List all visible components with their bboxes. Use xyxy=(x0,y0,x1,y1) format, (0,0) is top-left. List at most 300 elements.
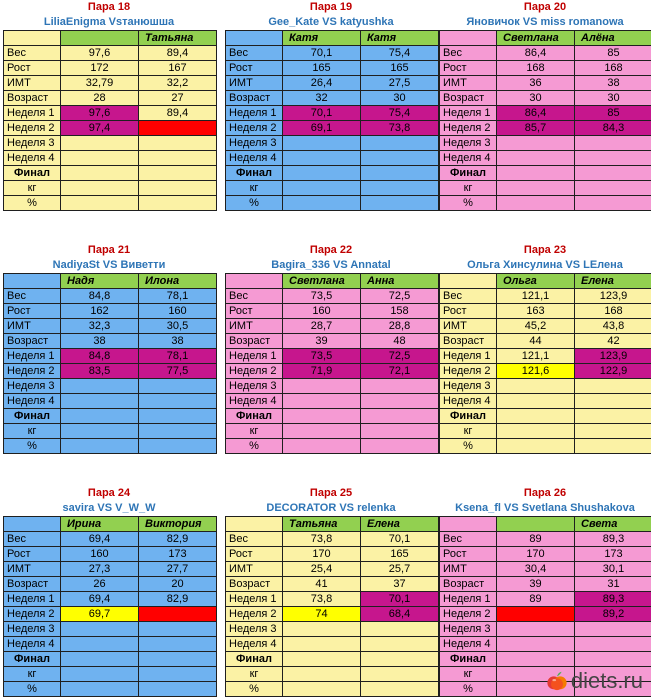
corner-cell xyxy=(4,517,61,532)
value-cell: 173 xyxy=(575,547,651,562)
row-label: Рост xyxy=(440,304,497,319)
value-cell xyxy=(61,682,139,697)
value-cell: 73,8 xyxy=(283,592,361,607)
table-row xyxy=(440,607,651,622)
table-row xyxy=(226,637,439,652)
table-row xyxy=(4,652,217,667)
value-cell xyxy=(139,166,217,181)
pair-participants: Bagira_336 VS Annatal xyxy=(271,259,391,271)
row-label: Финал xyxy=(226,652,283,667)
table-row xyxy=(226,349,439,364)
row-label: % xyxy=(4,682,61,697)
value-cell: 70,1 xyxy=(283,106,361,121)
value-cell xyxy=(139,121,217,136)
value-cell xyxy=(139,652,217,667)
table-row xyxy=(4,76,217,91)
pair-title: Пара 21 xyxy=(87,244,131,256)
value-cell xyxy=(361,652,439,667)
value-cell: 44 xyxy=(497,334,575,349)
value-cell xyxy=(139,409,217,424)
table-row xyxy=(4,349,217,364)
row-label: Рост xyxy=(226,304,283,319)
value-cell: 89,2 xyxy=(575,607,651,622)
name-row xyxy=(4,517,217,532)
value-cell xyxy=(361,196,439,211)
name-row xyxy=(440,31,651,46)
value-cell xyxy=(361,151,439,166)
pair-table xyxy=(225,273,439,454)
row-label: Неделя 3 xyxy=(226,136,283,151)
table-row xyxy=(226,682,439,697)
value-cell: 73,5 xyxy=(283,349,361,364)
row-label: ИМТ xyxy=(226,76,283,91)
value-cell xyxy=(61,409,139,424)
table-row xyxy=(440,136,651,151)
value-cell: 77,5 xyxy=(139,364,217,379)
value-cell xyxy=(361,409,439,424)
table-row xyxy=(4,622,217,637)
table-row xyxy=(440,532,651,547)
value-cell: 26 xyxy=(61,577,139,592)
table-row xyxy=(440,181,651,196)
participant-name xyxy=(61,31,139,46)
table-row xyxy=(226,46,439,61)
value-cell: 27,3 xyxy=(61,562,139,577)
value-cell: 78,1 xyxy=(139,289,217,304)
table-row xyxy=(440,424,651,439)
row-label: ИМТ xyxy=(226,562,283,577)
apple-icon xyxy=(546,670,568,692)
table-row xyxy=(4,424,217,439)
name-row xyxy=(4,31,217,46)
value-cell: 70,1 xyxy=(361,592,439,607)
row-label: % xyxy=(226,439,283,454)
corner-cell xyxy=(4,274,61,289)
row-label: ИМТ xyxy=(226,319,283,334)
table-row xyxy=(4,46,217,61)
row-label: ИМТ xyxy=(440,319,497,334)
value-cell: 168 xyxy=(575,304,651,319)
row-label: Неделя 4 xyxy=(440,394,497,409)
row-label: Рост xyxy=(440,547,497,562)
pair-title: Пара 22 xyxy=(309,244,353,256)
value-cell: 168 xyxy=(575,61,651,76)
table-row xyxy=(440,622,651,637)
value-cell: 30,4 xyxy=(497,562,575,577)
row-label: кг xyxy=(226,667,283,682)
pair-title: Пара 26 xyxy=(523,487,567,499)
value-cell xyxy=(283,424,361,439)
pair-block xyxy=(439,243,651,454)
value-cell xyxy=(361,682,439,697)
row-label: Возраст xyxy=(226,577,283,592)
value-cell xyxy=(575,622,651,637)
value-cell: 69,4 xyxy=(61,532,139,547)
table-row xyxy=(226,76,439,91)
row-label: Неделя 1 xyxy=(226,106,283,121)
pair-participants: Ksena_fl VS Svetlana Shushakova xyxy=(455,502,635,514)
value-cell xyxy=(283,682,361,697)
row-label: Вес xyxy=(440,46,497,61)
row-label: Рост xyxy=(226,61,283,76)
table-row xyxy=(440,577,651,592)
value-cell xyxy=(361,394,439,409)
table-row xyxy=(440,151,651,166)
participant-name: Алёна xyxy=(575,31,651,46)
value-cell xyxy=(361,667,439,682)
value-cell xyxy=(283,652,361,667)
row-label: Возраст xyxy=(4,577,61,592)
value-cell xyxy=(139,424,217,439)
pair-table xyxy=(439,30,651,211)
value-cell xyxy=(361,637,439,652)
value-cell xyxy=(575,409,651,424)
pair-block xyxy=(225,0,437,211)
row-label: Возраст xyxy=(4,334,61,349)
row-label: Вес xyxy=(226,46,283,61)
table-row xyxy=(4,196,217,211)
participant-name: Анна xyxy=(361,274,439,289)
value-cell: 41 xyxy=(283,577,361,592)
value-cell: 73,8 xyxy=(283,532,361,547)
row-label: Возраст xyxy=(440,91,497,106)
value-cell: 84,8 xyxy=(61,289,139,304)
value-cell: 32 xyxy=(283,91,361,106)
value-cell xyxy=(361,379,439,394)
value-cell xyxy=(497,439,575,454)
value-cell: 48 xyxy=(361,334,439,349)
value-cell: 38 xyxy=(139,334,217,349)
row-label: Финал xyxy=(4,409,61,424)
row-label: Финал xyxy=(226,409,283,424)
value-cell xyxy=(139,151,217,166)
table-row xyxy=(440,334,651,349)
table-row xyxy=(226,439,439,454)
row-label: кг xyxy=(4,424,61,439)
table-row xyxy=(226,289,439,304)
pair-table xyxy=(3,516,217,697)
name-row xyxy=(226,274,439,289)
value-cell: 30,5 xyxy=(139,319,217,334)
row-label: % xyxy=(4,196,61,211)
row-label: Неделя 1 xyxy=(4,592,61,607)
value-cell xyxy=(61,379,139,394)
row-label: Неделя 2 xyxy=(4,607,61,622)
diets-logo xyxy=(546,668,643,694)
row-label: Неделя 1 xyxy=(226,349,283,364)
value-cell: 89,4 xyxy=(139,106,217,121)
table-row xyxy=(226,121,439,136)
value-cell xyxy=(361,622,439,637)
value-cell: 163 xyxy=(497,304,575,319)
value-cell: 165 xyxy=(361,547,439,562)
participant-name: Надя xyxy=(61,274,139,289)
name-row xyxy=(226,31,439,46)
row-label: Неделя 2 xyxy=(4,364,61,379)
row-label: Вес xyxy=(4,46,61,61)
value-cell: 97,6 xyxy=(61,106,139,121)
pair-block xyxy=(439,0,651,211)
value-cell: 82,9 xyxy=(139,532,217,547)
value-cell xyxy=(283,379,361,394)
table-row xyxy=(4,136,217,151)
row-label: кг xyxy=(440,667,497,682)
value-cell xyxy=(361,439,439,454)
table-row xyxy=(226,136,439,151)
table-row xyxy=(4,637,217,652)
corner-cell xyxy=(226,517,283,532)
row-label: Финал xyxy=(4,652,61,667)
value-cell: 72,5 xyxy=(361,349,439,364)
table-row xyxy=(440,562,651,577)
table-row xyxy=(4,121,217,136)
value-cell: 83,5 xyxy=(61,364,139,379)
row-label: Неделя 3 xyxy=(440,136,497,151)
row-label: Финал xyxy=(4,166,61,181)
participant-name: Света xyxy=(575,517,651,532)
participant-name xyxy=(497,517,575,532)
table-row xyxy=(4,379,217,394)
value-cell: 97,6 xyxy=(61,46,139,61)
participant-name: Татьяна xyxy=(139,31,217,46)
value-cell xyxy=(61,166,139,181)
corner-cell xyxy=(440,517,497,532)
value-cell xyxy=(139,622,217,637)
value-cell xyxy=(283,166,361,181)
participant-name: Елена xyxy=(575,274,651,289)
row-label: Неделя 3 xyxy=(226,622,283,637)
row-label: Неделя 1 xyxy=(440,106,497,121)
row-label: Рост xyxy=(440,61,497,76)
value-cell: 32,2 xyxy=(139,76,217,91)
value-cell xyxy=(497,652,575,667)
row-label: % xyxy=(226,196,283,211)
value-cell xyxy=(361,166,439,181)
table-row xyxy=(4,409,217,424)
table-row xyxy=(440,166,651,181)
value-cell xyxy=(61,637,139,652)
value-cell: 38 xyxy=(575,76,651,91)
value-cell: 70,1 xyxy=(283,46,361,61)
table-row xyxy=(440,304,651,319)
value-cell xyxy=(575,166,651,181)
pair-block xyxy=(3,0,215,211)
row-label: Неделя 2 xyxy=(4,121,61,136)
value-cell: 39 xyxy=(283,334,361,349)
value-cell: 30 xyxy=(497,91,575,106)
table-row xyxy=(4,577,217,592)
row-label: Финал xyxy=(226,166,283,181)
table-row xyxy=(4,562,217,577)
pair-table xyxy=(3,30,217,211)
value-cell xyxy=(283,196,361,211)
value-cell: 25,7 xyxy=(361,562,439,577)
row-label: Неделя 2 xyxy=(226,364,283,379)
row-label: Рост xyxy=(4,547,61,562)
value-cell xyxy=(139,682,217,697)
value-cell: 39 xyxy=(497,577,575,592)
value-cell xyxy=(575,424,651,439)
participant-name: Виктория xyxy=(139,517,217,532)
value-cell xyxy=(139,181,217,196)
value-cell: 72,1 xyxy=(361,364,439,379)
participant-name: Ольга xyxy=(497,274,575,289)
table-row xyxy=(4,61,217,76)
table-row xyxy=(226,304,439,319)
row-label: Неделя 2 xyxy=(440,607,497,622)
row-label: ИМТ xyxy=(4,562,61,577)
row-label: Неделя 1 xyxy=(440,349,497,364)
row-label: Вес xyxy=(226,289,283,304)
row-label: Рост xyxy=(226,547,283,562)
value-cell xyxy=(61,136,139,151)
row-label: Неделя 3 xyxy=(4,136,61,151)
row-label: Вес xyxy=(4,289,61,304)
value-cell xyxy=(361,136,439,151)
value-cell xyxy=(283,439,361,454)
row-label: Неделя 4 xyxy=(440,637,497,652)
value-cell: 165 xyxy=(283,61,361,76)
value-cell: 75,4 xyxy=(361,106,439,121)
value-cell xyxy=(139,136,217,151)
row-label: Рост xyxy=(4,304,61,319)
value-cell xyxy=(575,151,651,166)
value-cell xyxy=(61,424,139,439)
value-cell: 123,9 xyxy=(575,289,651,304)
table-row xyxy=(440,592,651,607)
table-row xyxy=(226,424,439,439)
value-cell: 71,9 xyxy=(283,364,361,379)
table-row xyxy=(4,532,217,547)
value-cell: 69,4 xyxy=(61,592,139,607)
value-cell: 97,4 xyxy=(61,121,139,136)
row-label: Неделя 2 xyxy=(440,121,497,136)
value-cell xyxy=(575,652,651,667)
table-row xyxy=(226,319,439,334)
row-label: Возраст xyxy=(440,577,497,592)
row-label: Неделя 4 xyxy=(4,394,61,409)
row-label: Возраст xyxy=(440,334,497,349)
name-row xyxy=(440,274,651,289)
value-cell: 73,8 xyxy=(361,121,439,136)
value-cell xyxy=(575,379,651,394)
table-row xyxy=(226,577,439,592)
value-cell: 28,8 xyxy=(361,319,439,334)
table-row xyxy=(4,91,217,106)
pair-table xyxy=(3,273,217,454)
value-cell: 158 xyxy=(361,304,439,319)
table-row xyxy=(226,181,439,196)
value-cell: 69,7 xyxy=(61,607,139,622)
table-row xyxy=(226,592,439,607)
row-label: Неделя 2 xyxy=(226,607,283,622)
table-row xyxy=(226,379,439,394)
table-row xyxy=(4,592,217,607)
table-row xyxy=(440,106,651,121)
row-label: кг xyxy=(226,181,283,196)
row-label: Неделя 4 xyxy=(226,637,283,652)
value-cell: 121,1 xyxy=(497,289,575,304)
participant-name: Катя xyxy=(283,31,361,46)
value-cell: 89 xyxy=(497,592,575,607)
corner-cell xyxy=(440,274,497,289)
name-row xyxy=(4,274,217,289)
table-row xyxy=(226,334,439,349)
table-row xyxy=(4,166,217,181)
value-cell xyxy=(575,439,651,454)
row-label: % xyxy=(440,682,497,697)
pair-block xyxy=(3,486,215,697)
value-cell: 27,5 xyxy=(361,76,439,91)
participant-name: Елена xyxy=(361,517,439,532)
pair-table xyxy=(225,30,439,211)
value-cell: 160 xyxy=(139,304,217,319)
row-label: Финал xyxy=(440,166,497,181)
row-label: Финал xyxy=(440,652,497,667)
value-cell: 72,5 xyxy=(361,289,439,304)
value-cell: 73,5 xyxy=(283,289,361,304)
value-cell xyxy=(139,439,217,454)
value-cell: 75,4 xyxy=(361,46,439,61)
corner-cell xyxy=(4,31,61,46)
table-row xyxy=(440,196,651,211)
row-label: Вес xyxy=(440,289,497,304)
value-cell xyxy=(61,667,139,682)
value-cell xyxy=(61,181,139,196)
table-row xyxy=(226,91,439,106)
table-row xyxy=(4,667,217,682)
value-cell xyxy=(283,622,361,637)
value-cell xyxy=(497,136,575,151)
table-row xyxy=(4,394,217,409)
row-label: % xyxy=(4,439,61,454)
table-row xyxy=(440,289,651,304)
row-label: Возраст xyxy=(4,91,61,106)
value-cell: 31 xyxy=(575,577,651,592)
table-row xyxy=(440,46,651,61)
row-label: Неделя 4 xyxy=(4,151,61,166)
row-label: Вес xyxy=(440,532,497,547)
pair-block xyxy=(439,486,651,697)
value-cell: 32,79 xyxy=(61,76,139,91)
row-label: ИМТ xyxy=(440,76,497,91)
value-cell xyxy=(361,181,439,196)
table-row xyxy=(226,394,439,409)
row-label: Возраст xyxy=(226,334,283,349)
value-cell xyxy=(575,394,651,409)
table-row xyxy=(226,166,439,181)
table-row xyxy=(226,364,439,379)
value-cell xyxy=(139,394,217,409)
value-cell: 69,1 xyxy=(283,121,361,136)
table-row xyxy=(4,151,217,166)
value-cell: 160 xyxy=(283,304,361,319)
value-cell: 162 xyxy=(61,304,139,319)
table-row xyxy=(226,547,439,562)
value-cell: 27 xyxy=(139,91,217,106)
value-cell xyxy=(575,196,651,211)
value-cell: 170 xyxy=(283,547,361,562)
pair-title: Пара 23 xyxy=(523,244,567,256)
pair-participants: DECORATOR VS relenka xyxy=(266,502,396,514)
row-label: Неделя 3 xyxy=(226,379,283,394)
value-cell: 68,4 xyxy=(361,607,439,622)
row-label: Рост xyxy=(4,61,61,76)
row-label: Неделя 2 xyxy=(226,121,283,136)
row-label: Неделя 3 xyxy=(440,622,497,637)
name-row xyxy=(226,517,439,532)
value-cell xyxy=(497,196,575,211)
